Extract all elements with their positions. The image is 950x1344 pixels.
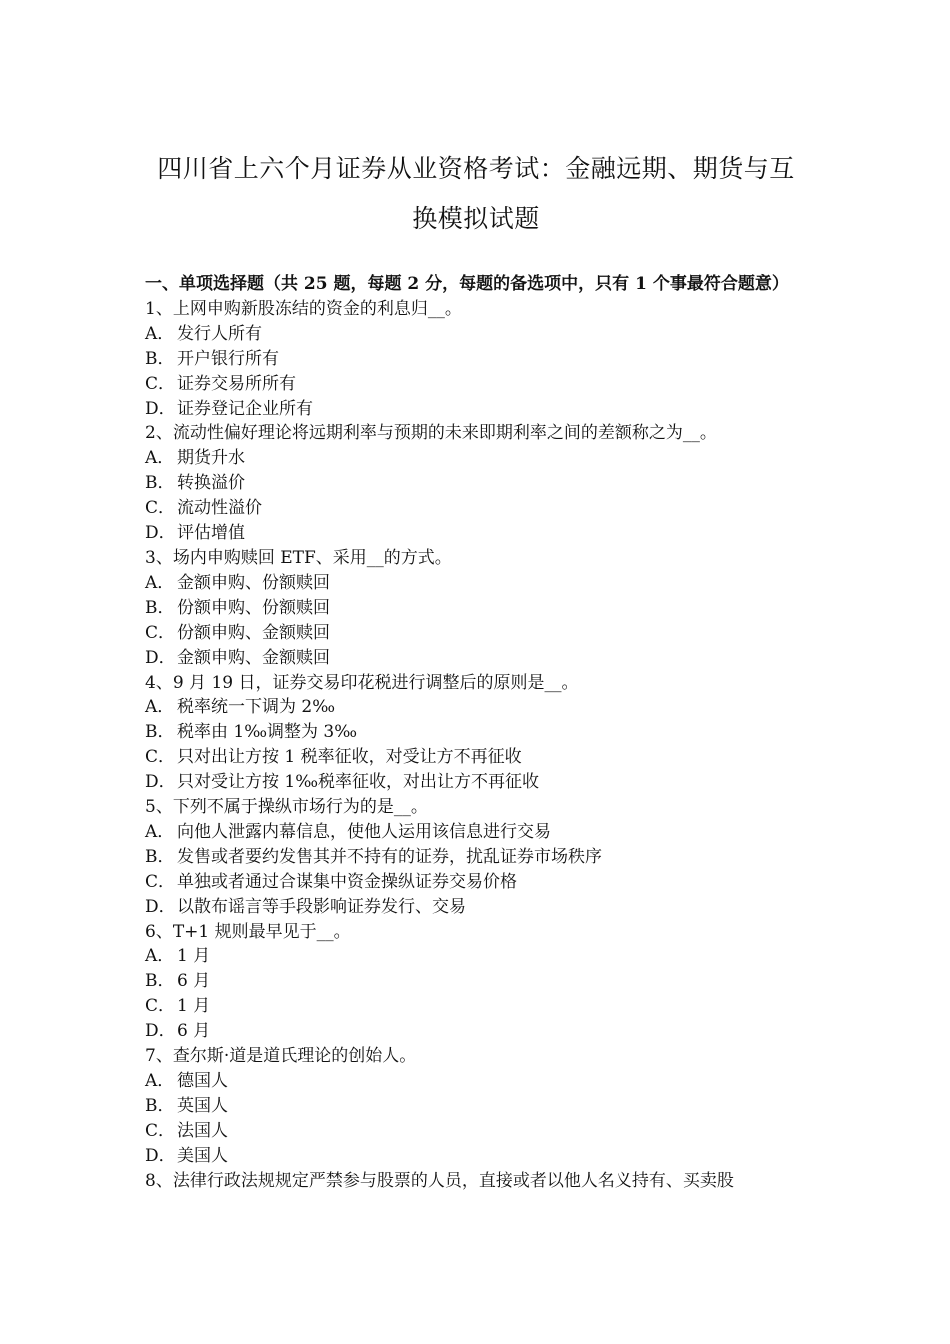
option-c	[145, 994, 810, 1019]
question-stem: 1、上网申购新股冻结的资金的利息归__。	[145, 298, 462, 319]
option-label: B．	[145, 971, 175, 992]
option-text: 法国人	[177, 1120, 228, 1141]
option-label: B．	[145, 597, 175, 618]
option-text: 转换溢价	[177, 473, 245, 494]
option-label: C．	[145, 373, 176, 394]
question-stem: 7、查尔斯·道是道氏理论的创始人。	[145, 1046, 417, 1067]
option-a	[145, 695, 810, 720]
option-text: 英国人	[177, 1095, 228, 1116]
option-label: A．	[145, 448, 175, 469]
option-text: 美国人	[177, 1145, 228, 1166]
option-text: 金额申购、金额赎回	[177, 647, 330, 668]
document-body	[145, 272, 810, 1194]
option-b	[145, 845, 810, 870]
option-a	[145, 944, 810, 969]
option-text: 流动性溢价	[177, 498, 262, 519]
option-b	[145, 1094, 810, 1119]
option-c	[145, 1119, 810, 1144]
option-label: D．	[145, 647, 176, 668]
option-text: 份额申购、份额赎回	[177, 597, 330, 618]
option-label: C．	[145, 498, 176, 519]
option-a	[145, 571, 810, 596]
question-stem: 4、9 月 19 日，证券交易印花税进行调整后的原则是__。	[145, 672, 579, 693]
option-label: B．	[145, 348, 175, 369]
option-text: 份额申购、金额赎回	[177, 622, 330, 643]
option-text: 德国人	[177, 1071, 228, 1091]
option-text: 单独或者通过合谋集中资金操纵证券交易价格	[177, 871, 517, 892]
title-line-2: 换模拟试题	[412, 204, 540, 233]
option-text: 1 月	[177, 946, 211, 967]
option-text: 证券登记企业所有	[177, 398, 313, 419]
question-stem: 2、流动性偏好理论将远期利率与预期的未来即期利率之间的差额称之为__。	[145, 423, 717, 444]
option-d	[145, 1144, 810, 1169]
option-label: C．	[145, 747, 176, 768]
option-label: A．	[145, 821, 175, 842]
option-label: A．	[145, 946, 175, 967]
option-label: B．	[145, 722, 175, 743]
option-a	[145, 820, 810, 845]
option-d	[145, 1019, 810, 1044]
option-text: 证券交易所所有	[177, 373, 296, 394]
question-4	[145, 671, 810, 796]
option-label: C．	[145, 871, 176, 892]
option-d	[145, 895, 810, 920]
option-text: 只对出让方按 1 税率征收，对受让方不再征收	[177, 747, 522, 768]
option-text: 发售或者要约发售其并不持有的证券，扰乱证券市场秩序	[177, 846, 602, 867]
option-c	[145, 621, 810, 646]
option-text: 6 月	[177, 1021, 211, 1042]
option-text: 评估增值	[177, 523, 245, 544]
question-stem: 6、T+1 规则最早见于__。	[145, 921, 351, 942]
question-stem: 5、下列不属于操纵市场行为的是__。	[145, 797, 428, 818]
option-label: A．	[145, 1071, 175, 1091]
option-label: C．	[145, 1120, 176, 1141]
option-a	[145, 322, 810, 347]
question-8	[145, 1169, 810, 1194]
option-label: A．	[145, 572, 175, 593]
option-text: 以散布谣言等手段影响证券发行、交易	[177, 896, 466, 917]
option-label: A．	[145, 697, 175, 718]
option-text: 发行人所有	[177, 323, 262, 344]
title-line-1: 四川省上六个月证券从业资格考试：金融远期、期货与互	[157, 154, 795, 183]
option-label: C．	[145, 996, 176, 1017]
question-stem: 3、场内申购赎回 ETF、采用__的方式。	[145, 547, 452, 568]
option-c	[145, 870, 810, 895]
option-text: 税率统一下调为 2‰	[177, 697, 336, 718]
question-1	[145, 297, 810, 422]
question-5	[145, 795, 810, 920]
question-2	[145, 421, 810, 546]
option-label: C．	[145, 622, 176, 643]
option-text: 开户银行所有	[177, 348, 279, 369]
option-d	[145, 521, 810, 546]
option-b	[145, 720, 810, 745]
option-label: B．	[145, 473, 175, 494]
option-label: D．	[145, 896, 176, 917]
option-text: 只对受让方按 1‰税率征收，对出让方不再征收	[177, 772, 540, 793]
option-b	[145, 596, 810, 621]
document-title	[145, 144, 807, 244]
option-a	[145, 1069, 810, 1094]
option-label: A．	[145, 323, 175, 344]
option-label: D．	[145, 1145, 176, 1166]
section-heading: 一、单项选择题（共 25 题，每题 2 分，每题的备选项中，只有 1 个事最符合题意）	[145, 274, 789, 294]
option-a	[145, 446, 810, 471]
option-text: 向他人泄露内幕信息，使他人运用该信息进行交易	[177, 821, 551, 842]
option-label: D．	[145, 772, 176, 793]
option-text: 1 月	[177, 996, 211, 1017]
option-b	[145, 969, 810, 994]
option-label: B．	[145, 1095, 175, 1116]
option-d	[145, 646, 810, 671]
option-c	[145, 745, 810, 770]
option-text: 税率由 1‰调整为 3‰	[177, 722, 358, 743]
option-label: D．	[145, 398, 176, 419]
option-label: B．	[145, 846, 175, 867]
option-d	[145, 770, 810, 795]
option-label: D．	[145, 1021, 176, 1042]
option-text: 期货升水	[177, 448, 245, 469]
option-label: D．	[145, 523, 176, 544]
option-d	[145, 397, 810, 422]
option-b	[145, 471, 810, 496]
question-6	[145, 920, 810, 1045]
option-c	[145, 372, 810, 397]
question-3	[145, 546, 810, 671]
option-b	[145, 347, 810, 372]
option-text: 金额申购、份额赎回	[177, 572, 330, 593]
option-c	[145, 496, 810, 521]
question-7	[145, 1044, 810, 1169]
question-stem: 8、法律行政法规规定严禁参与股票的人员，直接或者以他人名义持有、买卖股	[145, 1170, 734, 1191]
option-text: 6 月	[177, 971, 211, 992]
